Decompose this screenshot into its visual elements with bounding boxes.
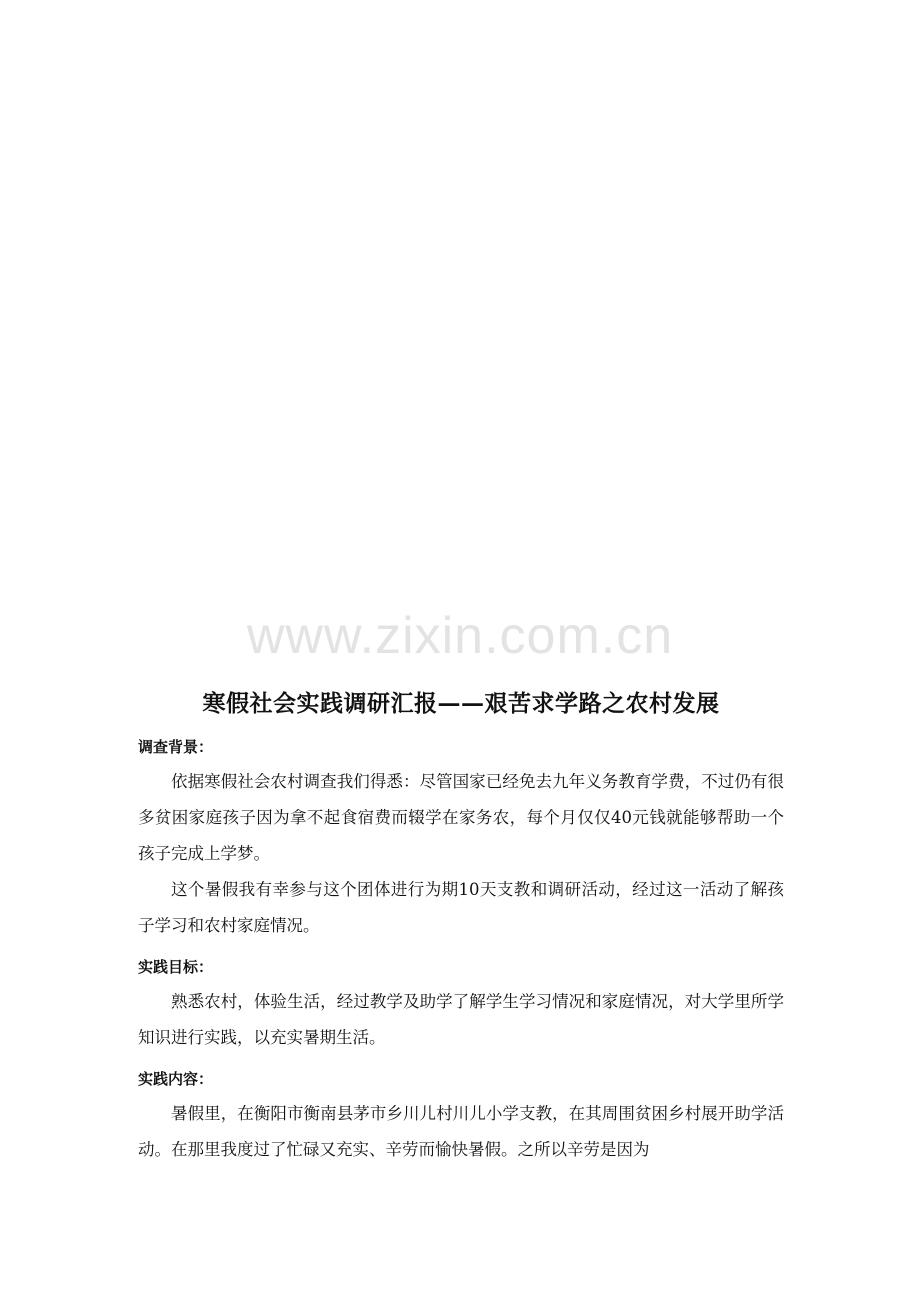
- paragraph: 熟悉农村，体验生活，经过教学及助学了解学生学习情况和家庭情况，对大学里所学知识进行实践，以充实暑期生活。: [138, 992, 784, 1047]
- section-heading: 实践目标：: [138, 958, 214, 976]
- section-goals: [138, 950, 784, 1056]
- section-content: [138, 1062, 784, 1168]
- document-title: 寒假社会实践调研汇报——艰苦求学路之农村发展: [202, 690, 720, 717]
- paragraph: 这个暑假我有幸参与这个团体进行为期10天支教和调研活动，经过这一活动了解孩子学习和农村家庭情况。: [138, 880, 784, 935]
- watermark: www.zixin.com.cn: [246, 607, 674, 665]
- paragraph: 依据寒假社会农村调查我们得悉：尽管国家已经免去九年义务教育学费，不过仍有很多贫困家庭孩子因为拿不起食宿费而辍学在家务农，每个月仅仅40元钱就能够帮助一个孩子完成上学梦。: [138, 772, 784, 863]
- document-body: [138, 684, 784, 1168]
- section-heading: 实践内容：: [138, 1070, 214, 1088]
- section-heading: 调查背景：: [138, 738, 214, 756]
- paragraph: 暑假里，在衡阳市衡南县茅市乡川儿村川儿小学支教，在其周围贫困乡村展开助学活动。在那里我度过了忙碌又充实、辛劳而愉快暑假。之所以辛劳是因为: [138, 1104, 784, 1159]
- section-background: [138, 730, 784, 944]
